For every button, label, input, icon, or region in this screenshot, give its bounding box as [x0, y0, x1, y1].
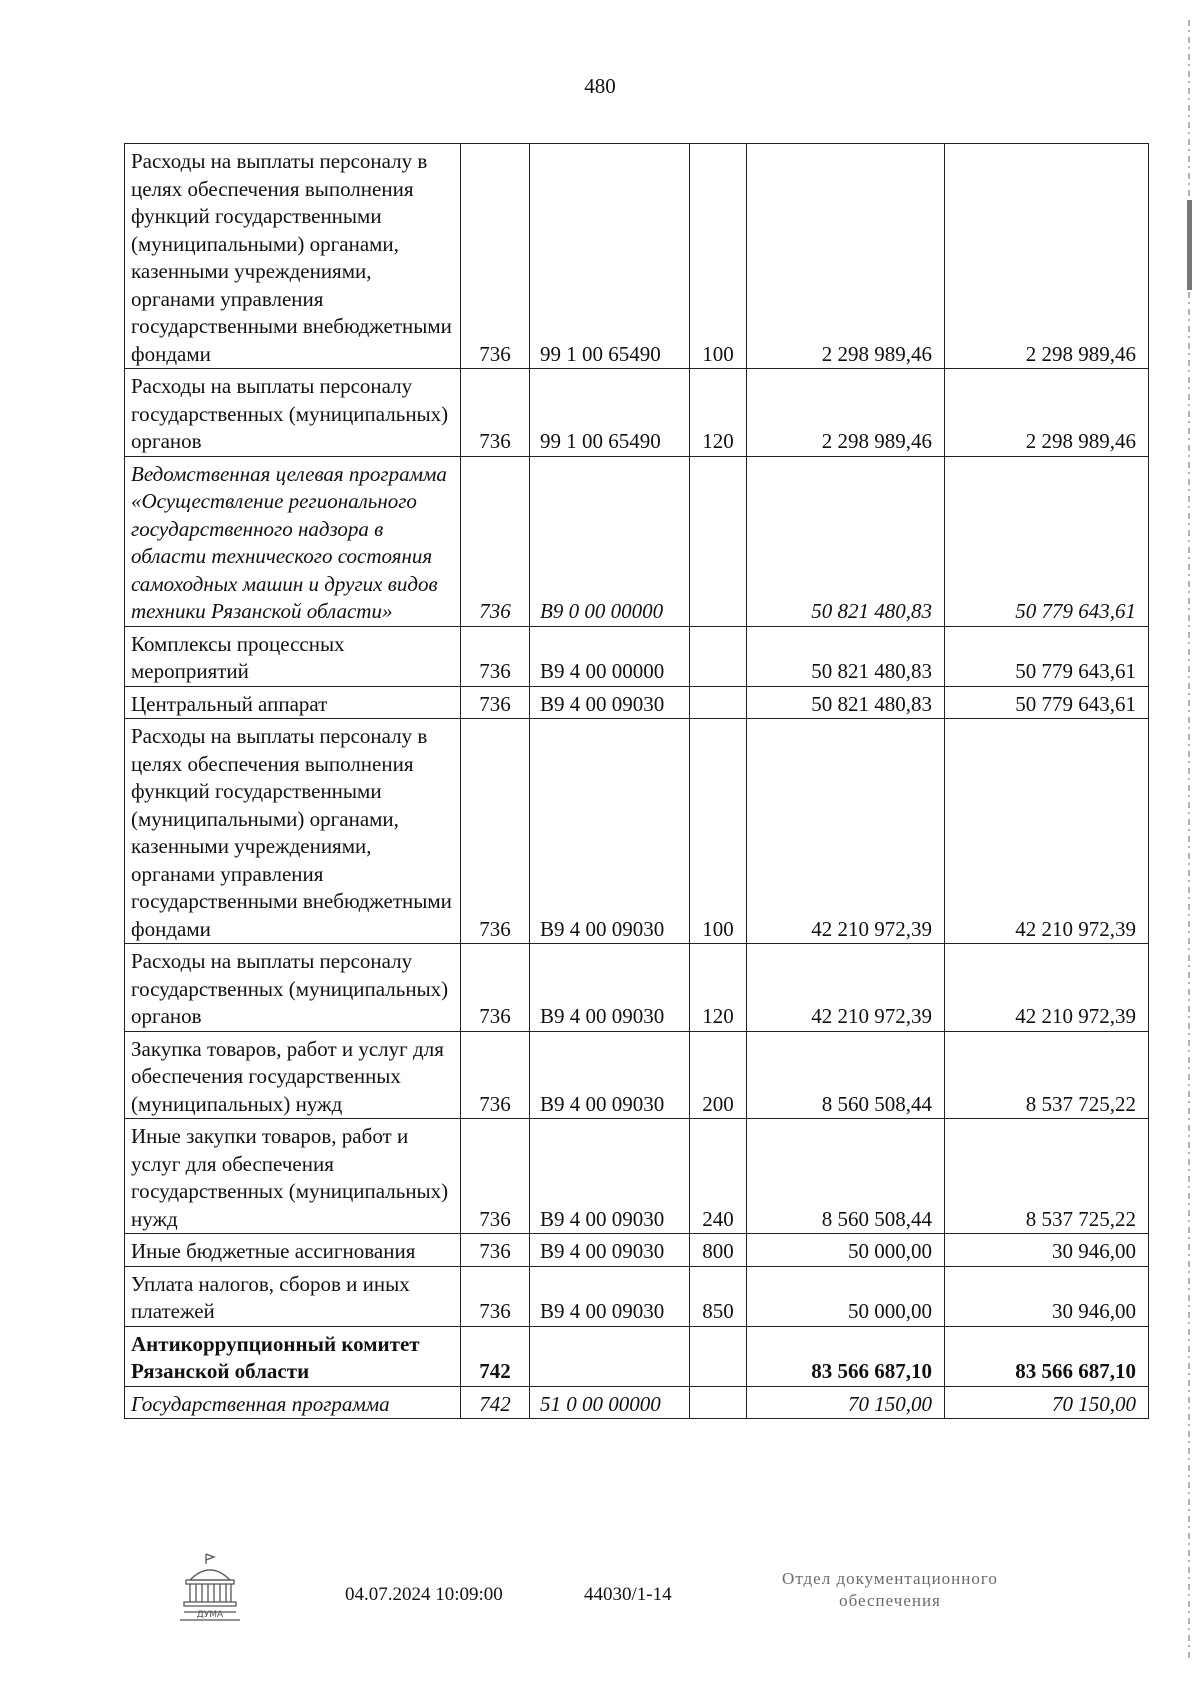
cell-target-article: B9 4 00 09030: [530, 1119, 690, 1234]
cell-description: Иные закупки товаров, работ и услуг для обеспечения государственных (муниципальных) нужд: [125, 1119, 461, 1234]
cell-amount-approved: 50 821 480,83: [747, 686, 945, 719]
cell-amount-executed: 42 210 972,39: [945, 719, 1149, 944]
cell-description: Расходы на выплаты персоналу государственных (муниципальных) органов: [125, 369, 461, 457]
cell-expense-type: 800: [690, 1234, 747, 1267]
cell-admin-code: 736: [461, 944, 530, 1032]
cell-description: Комплексы процессных мероприятий: [125, 626, 461, 686]
cell-target-article: B9 4 00 09030: [530, 944, 690, 1032]
cell-amount-approved: 42 210 972,39: [747, 944, 945, 1032]
cell-target-article: B9 4 00 09030: [530, 719, 690, 944]
cell-amount-approved: 50 821 480,83: [747, 456, 945, 626]
cell-expense-type: [690, 456, 747, 626]
cell-amount-approved: 50 000,00: [747, 1234, 945, 1267]
table-row: [125, 719, 1149, 944]
cell-expense-type: [690, 686, 747, 719]
cell-expense-type: [690, 1386, 747, 1419]
cell-description: Уплата налогов, сборов и иных платежей: [125, 1266, 461, 1326]
table-row: [125, 1386, 1149, 1419]
cell-description: Расходы на выплаты персоналу в целях обеспечения выполнения функций государственными (муниципальными) органами, казенными учреждениями, органами управления государственными внебюджетными фондами: [125, 144, 461, 369]
table-row: [125, 626, 1149, 686]
cell-amount-executed: 50 779 643,61: [945, 686, 1149, 719]
table-row: [125, 1031, 1149, 1119]
cell-admin-code: 736: [461, 456, 530, 626]
cell-amount-approved: 83 566 687,10: [747, 1326, 945, 1386]
budget-table: [124, 143, 1149, 1419]
cell-expense-type: 240: [690, 1119, 747, 1234]
scan-edge-strip: [1187, 20, 1192, 1660]
table-row: [125, 1119, 1149, 1234]
cell-amount-executed: 42 210 972,39: [945, 944, 1149, 1032]
cell-admin-code: 742: [461, 1386, 530, 1419]
cell-target-article: B9 0 00 00000: [530, 456, 690, 626]
cell-description: Антикоррупционный комитет Рязанской области: [125, 1326, 461, 1386]
cell-amount-approved: 50 821 480,83: [747, 626, 945, 686]
cell-description: Центральный аппарат: [125, 686, 461, 719]
cell-expense-type: 120: [690, 369, 747, 457]
table-row: [125, 1326, 1149, 1386]
cell-admin-code: 736: [461, 369, 530, 457]
cell-target-article: B9 4 00 09030: [530, 1234, 690, 1267]
table-row: [125, 1234, 1149, 1267]
duma-logo: [178, 1550, 242, 1624]
table-row: [125, 144, 1149, 369]
cell-amount-executed: 2 298 989,46: [945, 144, 1149, 369]
footer-doc-number: 44030/1-14: [584, 1584, 672, 1605]
cell-target-article: B9 4 00 09030: [530, 1266, 690, 1326]
cell-expense-type: [690, 1326, 747, 1386]
cell-amount-approved: 2 298 989,46: [747, 369, 945, 457]
cell-description: Расходы на выплаты персоналу в целях обеспечения выполнения функций государственными (муниципальными) органами, казенными учреждениями, органами управления государственными внебюджетными фондами: [125, 719, 461, 944]
cell-amount-executed: 50 779 643,61: [945, 626, 1149, 686]
cell-amount-approved: 50 000,00: [747, 1266, 945, 1326]
cell-amount-approved: 42 210 972,39: [747, 719, 945, 944]
page-number: 480: [584, 74, 616, 98]
cell-description: Государственная программа: [125, 1386, 461, 1419]
cell-expense-type: 100: [690, 144, 747, 369]
cell-description: Расходы на выплаты персоналу государственных (муниципальных) органов: [125, 944, 461, 1032]
table-row: [125, 456, 1149, 626]
cell-amount-executed: 30 946,00: [945, 1234, 1149, 1267]
table-body: [125, 144, 1149, 1419]
cell-admin-code: 736: [461, 1031, 530, 1119]
cell-target-article: B9 4 00 09030: [530, 686, 690, 719]
cell-admin-code: 742: [461, 1326, 530, 1386]
table-row: [125, 686, 1149, 719]
cell-admin-code: 736: [461, 686, 530, 719]
cell-target-article: B9 4 00 00000: [530, 626, 690, 686]
cell-amount-executed: 30 946,00: [945, 1266, 1149, 1326]
cell-amount-approved: 70 150,00: [747, 1386, 945, 1419]
stamp-line-1: Отдел документационного: [782, 1569, 998, 1588]
table-row: [125, 369, 1149, 457]
cell-amount-executed: 8 537 725,22: [945, 1031, 1149, 1119]
cell-amount-approved: 2 298 989,46: [747, 144, 945, 369]
cell-admin-code: 736: [461, 626, 530, 686]
cell-admin-code: 736: [461, 1119, 530, 1234]
cell-expense-type: 100: [690, 719, 747, 944]
cell-description: Закупка товаров, работ и услуг для обеспечения государственных (муниципальных) нужд: [125, 1031, 461, 1119]
cell-target-article: 99 1 00 65490: [530, 144, 690, 369]
cell-admin-code: 736: [461, 1234, 530, 1267]
cell-expense-type: 850: [690, 1266, 747, 1326]
cell-amount-approved: 8 560 508,44: [747, 1119, 945, 1234]
table-row: [125, 1266, 1149, 1326]
stamp-line-2: обеспечения: [839, 1591, 941, 1610]
cell-amount-executed: 50 779 643,61: [945, 456, 1149, 626]
table-row: [125, 944, 1149, 1032]
cell-amount-executed: 2 298 989,46: [945, 369, 1149, 457]
cell-target-article: [530, 1326, 690, 1386]
cell-expense-type: 200: [690, 1031, 747, 1119]
logo-text: ДУМА: [196, 1610, 224, 1620]
cell-description: Ведомственная целевая программа «Осуществление регионального государственного надзора в области технического состояния самоходных машин и других видов техники Рязанской области»: [125, 456, 461, 626]
cell-amount-approved: 8 560 508,44: [747, 1031, 945, 1119]
cell-expense-type: 120: [690, 944, 747, 1032]
department-stamp: [730, 1568, 1050, 1612]
cell-target-article: 51 0 00 00000: [530, 1386, 690, 1419]
cell-amount-executed: 83 566 687,10: [945, 1326, 1149, 1386]
cell-description: Иные бюджетные ассигнования: [125, 1234, 461, 1267]
cell-expense-type: [690, 626, 747, 686]
cell-admin-code: 736: [461, 144, 530, 369]
cell-admin-code: 736: [461, 719, 530, 944]
cell-target-article: 99 1 00 65490: [530, 369, 690, 457]
cell-amount-executed: 70 150,00: [945, 1386, 1149, 1419]
cell-amount-executed: 8 537 725,22: [945, 1119, 1149, 1234]
cell-admin-code: 736: [461, 1266, 530, 1326]
footer-date: 04.07.2024 10:09:00: [345, 1584, 503, 1605]
cell-target-article: B9 4 00 09030: [530, 1031, 690, 1119]
